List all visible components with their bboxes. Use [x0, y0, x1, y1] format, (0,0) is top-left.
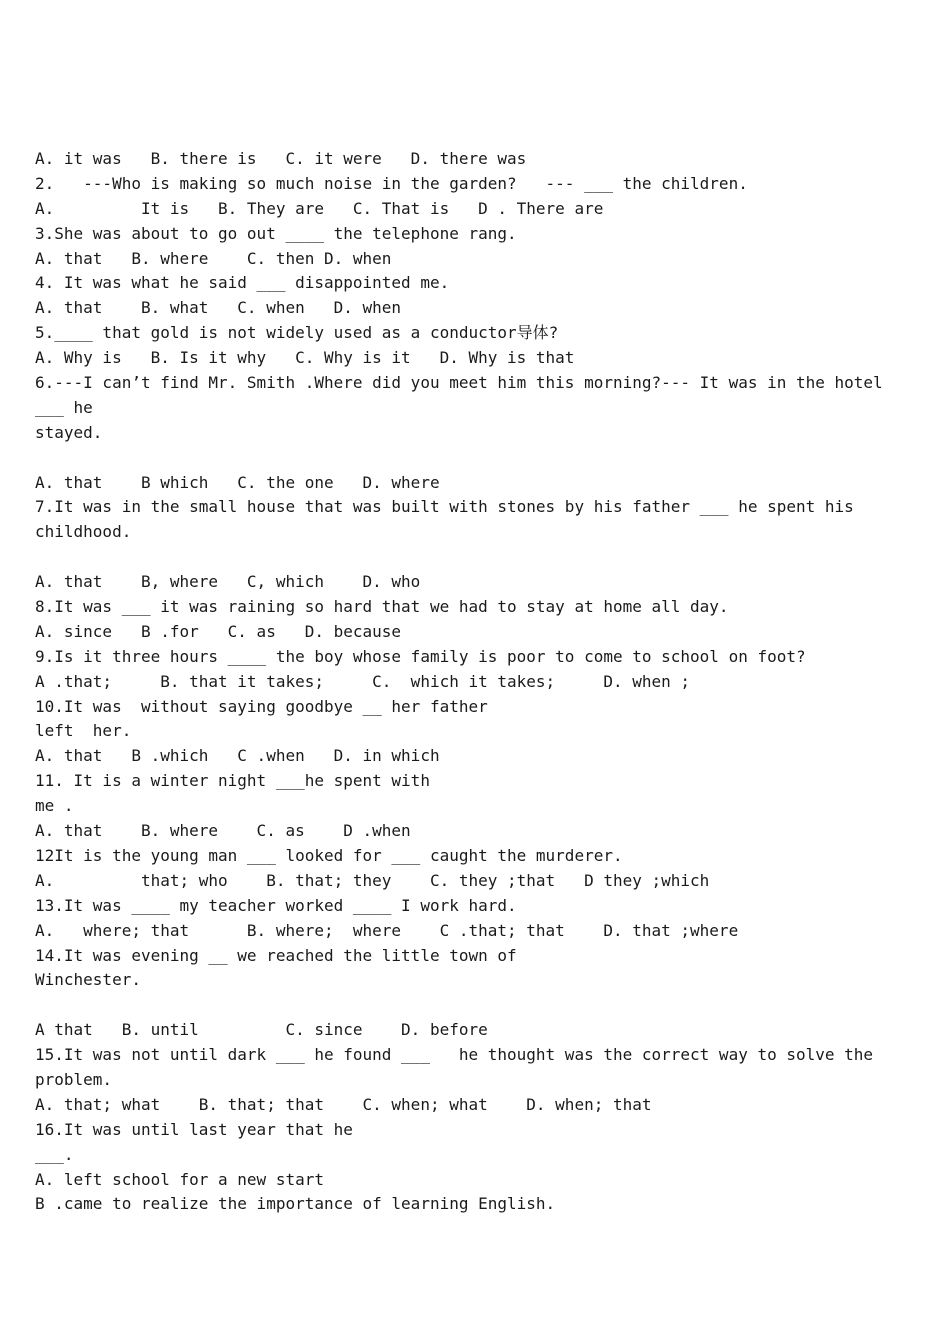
- text-line: A. that B .which C .when D. in which: [35, 746, 440, 766]
- text-line: 2. ---Who is making so much noise in the garden? --- ___ the children.: [35, 173, 748, 193]
- text-line: 15.It was not until dark ___ he found ___ he thought was the correct way to solve the: [35, 1045, 874, 1065]
- text-line: 7.It was in the small house that was built with stones by his father ___ he spent his: [35, 497, 854, 517]
- text-line: 3.She was about to go out ____ the telephone rang.: [35, 223, 517, 243]
- text-line: A. that B. where C. as D .when: [35, 821, 411, 841]
- text-line: A. that; who B. that; they C. they ;that D they ;which: [35, 870, 710, 890]
- blank-line: [35, 993, 915, 1018]
- text-line: 9.Is it three hours ____ the boy whose family is poor to come to school on foot?: [35, 646, 806, 666]
- text-line: A. left school for a new start: [35, 1169, 324, 1189]
- text-line: 4. It was what he said ___ disappointed me.: [35, 273, 450, 293]
- text-line: 8.It was ___ it was raining so hard that we had to stay at home all day.: [35, 597, 729, 617]
- document-body: [35, 147, 915, 1217]
- text-line: ___.: [35, 1144, 74, 1164]
- blank-line: [35, 545, 915, 570]
- text-line: A. Why is B. Is it why C. Why is it D. Why is that: [35, 348, 575, 368]
- text-line: stayed.: [35, 422, 103, 442]
- text-line: A. it was B. there is C. it were D. there was: [35, 149, 527, 168]
- text-line: me .: [35, 796, 74, 816]
- text-line: 10.It was without saying goodbye __ her father: [35, 696, 488, 716]
- text-line: B .came to realize the importance of learning English.: [35, 1194, 556, 1214]
- text-line: 13.It was ____ my teacher worked ____ I work hard.: [35, 895, 517, 915]
- text-line: A. that B. where C. then D. when: [35, 248, 392, 268]
- text-line: 6.---I can’t find Mr. Smith .Where did you meet him this morning?--- It was in the hotel: [35, 373, 883, 393]
- text-line: A. that; what B. that; that C. when; what D. when; that: [35, 1094, 652, 1114]
- text-line: 5.____ that gold is not widely used as a conductor导体?: [35, 323, 559, 343]
- text-line: A. It is B. They are C. That is D . There are: [35, 198, 604, 218]
- text-line: A. that B. what C. when D. when: [35, 298, 402, 318]
- text-line: left her.: [35, 721, 132, 741]
- text-line: A. that B which C. the one D. where: [35, 472, 440, 492]
- text-line: Winchester.: [35, 970, 141, 990]
- text-line: problem.: [35, 1069, 113, 1089]
- blank-line: [35, 446, 915, 471]
- text-line: 11. It is a winter night ___he spent with: [35, 771, 430, 791]
- text-line: A. where; that B. where; where C .that; that D. that ;where: [35, 920, 739, 940]
- text-line: A. since B .for C. as D. because: [35, 621, 402, 641]
- text-line: A that B. until C. since D. before: [35, 1020, 488, 1040]
- text-line: A .that; B. that it takes; C. which it takes; D. when ;: [35, 671, 691, 691]
- text-line: 12It is the young man ___ looked for ___ caught the murderer.: [35, 845, 623, 865]
- text-line: 14.It was evening __ we reached the little town of: [35, 945, 517, 965]
- text-line: childhood.: [35, 522, 132, 542]
- text-line: 16.It was until last year that he: [35, 1119, 353, 1139]
- text-line: ___ he: [35, 397, 93, 417]
- text-line: A. that B, where C, which D. who: [35, 572, 421, 592]
